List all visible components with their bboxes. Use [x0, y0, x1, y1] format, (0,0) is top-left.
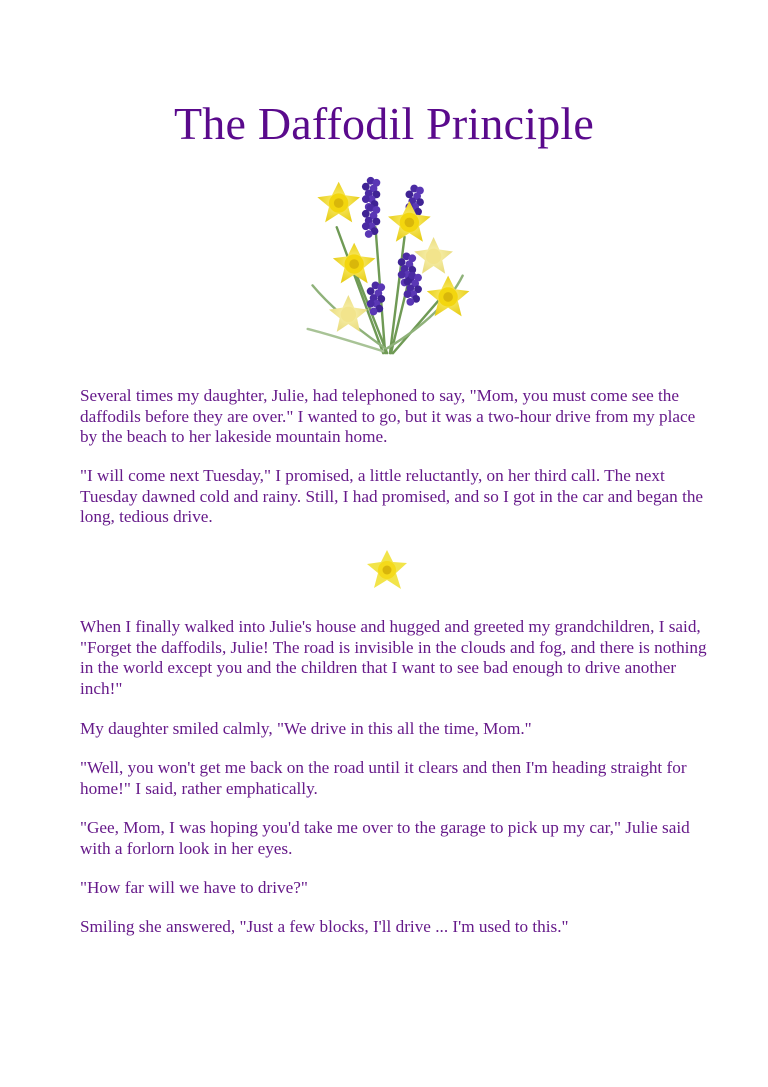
- page-title: The Daffodil Principle: [174, 98, 594, 149]
- story-paragraph-2: "I will come next Tuesday," I promised, a little reluctantly, on her third call. The next Tuesday dawned cold and rainy. Still, I had promised, and so I got in the car and began the long, tedious drive.: [80, 466, 704, 526]
- single-daffodil-illustration: [362, 545, 412, 595]
- story-paragraph-5: "Well, you won't get me back on the road until it clears and then I'm heading straight for home!" I said, rather emphatically.: [80, 758, 687, 798]
- story-paragraph-7: "How far will we have to drive?": [80, 878, 308, 897]
- story-paragraph-8: Smiling she answered, "Just a few blocks, I'll drive ... I'm used to this.": [80, 917, 569, 936]
- story-paragraph-4: My daughter smiled calmly, "We drive in this all the time, Mom.": [80, 719, 532, 738]
- story-paragraph-6: "Gee, Mom, I was hoping you'd take me over to the garage to pick up my car," Julie said with a forlorn look in her eyes.: [80, 818, 690, 858]
- story-paragraph-1: Several times my daughter, Julie, had telephoned to say, "Mom, you must come see the daffodils before they are over." I wanted to go, but it was a two-hour drive from my place by the beach to her lakeside mountain home.: [80, 386, 696, 446]
- daffodil-bouquet-illustration: [298, 168, 482, 364]
- story-paragraph-3: When I finally walked into Julie's house and hugged and greeted my grandchildren, I said, "Forget the daffodils, Julie! The road is invisible in the clouds and fog, and there is nothing in the world except you and the children that I want to see bad enough to drive another inch!": [80, 617, 707, 698]
